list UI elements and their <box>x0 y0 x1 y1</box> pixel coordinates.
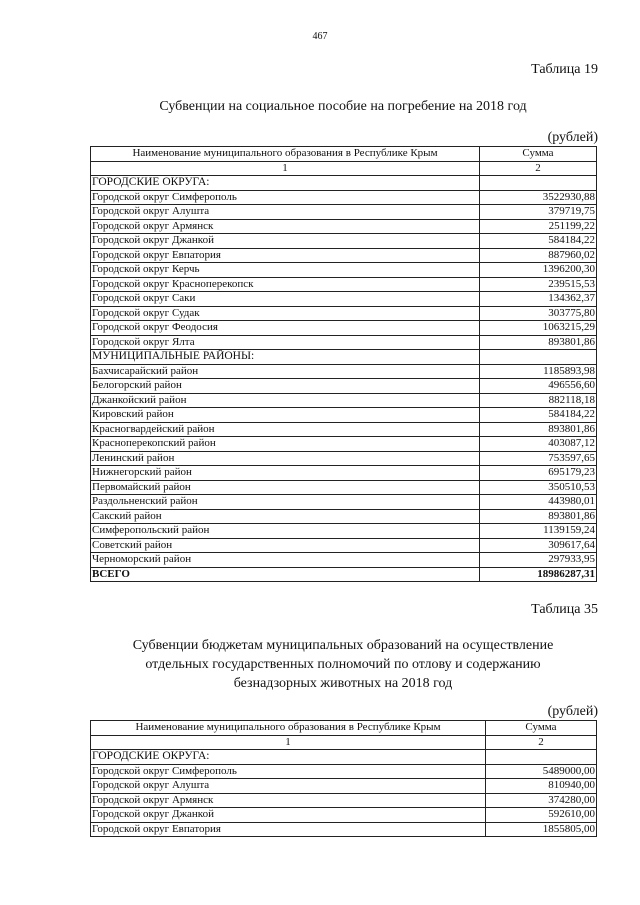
subvention-sum: 5489000,00 <box>486 764 597 779</box>
municipality-name: Бахчисарайский район <box>91 364 480 379</box>
municipality-name: Городской округ Симферополь <box>91 764 486 779</box>
table-row <box>91 205 597 220</box>
municipality-name: Ленинский район <box>91 451 480 466</box>
municipality-name: Первомайский район <box>91 480 480 495</box>
table-row <box>91 466 597 481</box>
empty-cell <box>480 176 597 191</box>
table-row <box>91 190 597 205</box>
section-row-urban <box>91 750 597 765</box>
header-name-cell: Наименование муниципального образования в Республике Крым <box>91 147 480 162</box>
municipality-name: Городской округ Керчь <box>91 263 480 278</box>
municipality-name: Раздольненский район <box>91 495 480 510</box>
subvention-sum: 584184,22 <box>480 408 597 423</box>
subvention-sum: 695179,23 <box>480 466 597 481</box>
table-row <box>91 495 597 510</box>
municipality-name: Красноперекопский район <box>91 437 480 452</box>
section-label: ГОРОДСКИЕ ОКРУГА: <box>91 176 480 191</box>
municipality-name: Городской округ Саки <box>91 292 480 307</box>
column-number-row <box>91 161 597 176</box>
table-35-title-line-1: Субвенции бюджетам муниципальных образований на осуществление <box>132 638 554 653</box>
table-row <box>91 822 597 837</box>
table-35-title <box>90 636 596 693</box>
table-row <box>91 538 597 553</box>
municipality-name: Джанкойский район <box>91 393 480 408</box>
column-number-1: 1 <box>91 161 480 176</box>
table-row <box>91 764 597 779</box>
table-row <box>91 248 597 263</box>
table-row <box>91 306 597 321</box>
municipality-name: Городской округ Армянск <box>91 793 486 808</box>
subvention-sum: 403087,12 <box>480 437 597 452</box>
table-row <box>91 234 597 249</box>
municipality-name: Городской округ Джанкой <box>91 234 480 249</box>
table-row <box>91 393 597 408</box>
subvention-sum: 303775,80 <box>480 306 597 321</box>
municipality-name: Симферопольский район <box>91 524 480 539</box>
subvention-sum: 350510,53 <box>480 480 597 495</box>
table-19 <box>90 146 597 582</box>
table-header-row <box>91 147 597 162</box>
municipality-name: Сакский район <box>91 509 480 524</box>
table-row <box>91 277 597 292</box>
table-row <box>91 451 597 466</box>
municipality-name: Городской округ Алушта <box>91 205 480 220</box>
table-19-label: Таблица 19 <box>531 62 598 77</box>
table-35-label: Таблица 35 <box>531 602 598 617</box>
subvention-sum: 374280,00 <box>486 793 597 808</box>
subvention-sum: 309617,64 <box>480 538 597 553</box>
table-row <box>91 321 597 336</box>
municipality-name: Городской округ Армянск <box>91 219 480 234</box>
municipality-name: Городской округ Алушта <box>91 779 486 794</box>
subvention-sum: 753597,65 <box>480 451 597 466</box>
municipality-name: Городской округ Феодосия <box>91 321 480 336</box>
municipality-name: Черноморский район <box>91 553 480 568</box>
municipality-name: Городской округ Ялта <box>91 335 480 350</box>
total-row-label: ВСЕГО <box>91 567 480 582</box>
section-row-districts <box>91 350 597 365</box>
subvention-sum: 887960,02 <box>480 248 597 263</box>
table-35-title-line-3: безнадзорных животных на 2018 год <box>233 676 453 691</box>
subvention-sum: 1063215,29 <box>480 321 597 336</box>
table-row <box>91 408 597 423</box>
section-label: ГОРОДСКИЕ ОКРУГА: <box>91 750 486 765</box>
column-number-2: 2 <box>480 161 597 176</box>
subvention-sum: 251199,22 <box>480 219 597 234</box>
municipality-name: Городской округ Красноперекопск <box>91 277 480 292</box>
subvention-sum: 893801,86 <box>480 422 597 437</box>
subvention-sum: 592610,00 <box>486 808 597 823</box>
table-19-title: Субвенции на социальное пособие на погребение на 2018 год <box>159 99 527 114</box>
table-row <box>91 480 597 495</box>
subvention-sum: 584184,22 <box>480 234 597 249</box>
table-row <box>91 553 597 568</box>
column-number-row <box>91 735 597 750</box>
municipality-name: Красногвардейский район <box>91 422 480 437</box>
subvention-sum: 443980,01 <box>480 495 597 510</box>
table-row <box>91 793 597 808</box>
municipality-name: Городской округ Судак <box>91 306 480 321</box>
subvention-sum: 882118,18 <box>480 393 597 408</box>
municipality-name: Белогорский район <box>91 379 480 394</box>
table-19-unit: (рублей) <box>547 130 598 145</box>
table-row <box>91 335 597 350</box>
municipality-name: Кировский район <box>91 408 480 423</box>
subvention-sum: 379719,75 <box>480 205 597 220</box>
table-row <box>91 219 597 234</box>
table-35-unit: (рублей) <box>547 704 598 719</box>
table-row <box>91 779 597 794</box>
subvention-sum: 297933,95 <box>480 553 597 568</box>
subvention-sum: 1185893,98 <box>480 364 597 379</box>
total-row <box>91 567 597 582</box>
page-number: 467 <box>312 31 328 42</box>
subvention-sum: 134362,37 <box>480 292 597 307</box>
section-row-urban <box>91 176 597 191</box>
subvention-sum: 239515,53 <box>480 277 597 292</box>
table-row <box>91 509 597 524</box>
municipality-name: Городской округ Евпатория <box>91 822 486 837</box>
subvention-sum: 1139159,24 <box>480 524 597 539</box>
header-sum-cell: Сумма <box>480 147 597 162</box>
table-row <box>91 437 597 452</box>
subvention-sum: 1855805,00 <box>486 822 597 837</box>
header-name-cell: Наименование муниципального образования в Республике Крым <box>91 721 486 736</box>
table-header-row <box>91 721 597 736</box>
table-row <box>91 524 597 539</box>
subvention-sum: 893801,86 <box>480 509 597 524</box>
municipality-name: Городской округ Симферополь <box>91 190 480 205</box>
table-row <box>91 292 597 307</box>
subvention-sum: 810940,00 <box>486 779 597 794</box>
municipality-name: Городской округ Джанкой <box>91 808 486 823</box>
municipality-name: Городской округ Евпатория <box>91 248 480 263</box>
table-row <box>91 808 597 823</box>
municipality-name: Советский район <box>91 538 480 553</box>
header-sum-cell: Сумма <box>486 721 597 736</box>
municipality-name: Нижнегорский район <box>91 466 480 481</box>
table-35 <box>90 720 597 837</box>
subvention-sum: 496556,60 <box>480 379 597 394</box>
table-35-title-line-2: отдельных государственных полномочий по отлову и содержанию <box>145 657 541 672</box>
section-row-districts-sum <box>480 350 597 365</box>
table-row <box>91 379 597 394</box>
total-row-sum: 18986287,31 <box>480 567 597 582</box>
column-number-1: 1 <box>91 735 486 750</box>
empty-cell <box>486 750 597 765</box>
section-row-districts-label: МУНИЦИПАЛЬНЫЕ РАЙОНЫ: <box>91 350 480 365</box>
table-row <box>91 422 597 437</box>
column-number-2: 2 <box>486 735 597 750</box>
subvention-sum: 893801,86 <box>480 335 597 350</box>
table-row <box>91 263 597 278</box>
table-row <box>91 364 597 379</box>
subvention-sum: 1396200,30 <box>480 263 597 278</box>
subvention-sum: 3522930,88 <box>480 190 597 205</box>
